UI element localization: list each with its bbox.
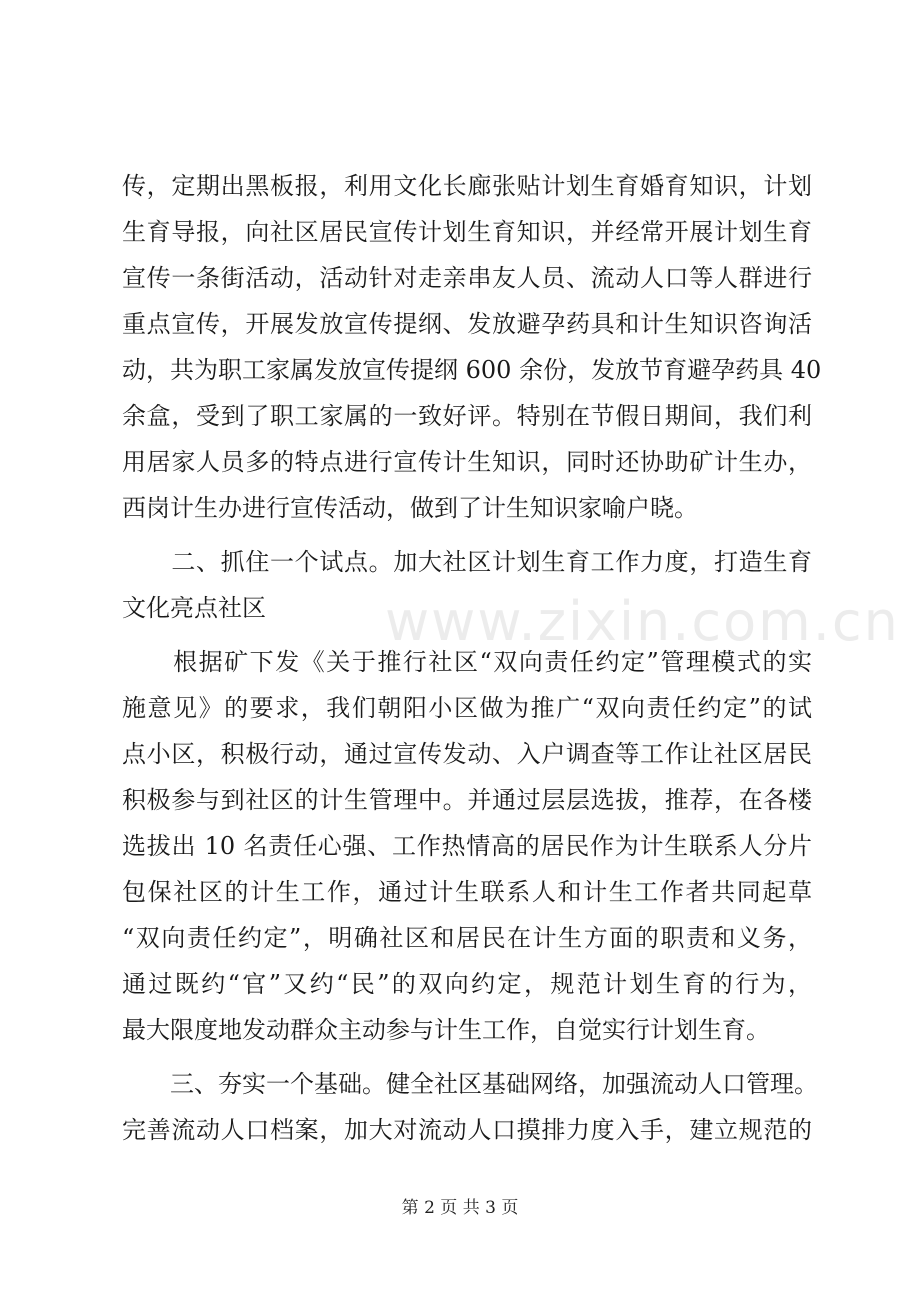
body-line: 通过既约“官”又约“民”的双向约定，规范计划生育的行为，: [122, 970, 812, 998]
body-line: 完善流动人口档案，加大对流动人口摸排力度入手，建立规范的: [122, 1116, 812, 1144]
body-line: “双向责任约定”，明确社区和居民在计生方面的职责和义务，: [122, 924, 812, 952]
body-line: 最大限度地发动群众主动参与计生工作，自觉实行计划生育。: [122, 1016, 770, 1044]
body-line: 余盒，受到了职工家属的一致好评。特别在节假日期间，我们利: [122, 402, 812, 430]
body-line: 宣传一条街活动，活动针对走亲串友人员、流动人口等人群进行: [122, 264, 812, 292]
body-line: 西岗计生办进行宣传活动，做到了计生知识家喻户晓。: [122, 494, 698, 522]
section-heading-line: 三、夯实一个基础。健全社区基础网络，加强流动人口管理。: [122, 1070, 818, 1098]
body-line: 传，定期出黑板报，利用文化长廊张贴计划生育婚育知识，计划: [122, 172, 812, 200]
body-line: 施意见》的要求，我们朝阳小区做为推广“双向责任约定”的试: [122, 694, 812, 722]
body-line: 根据矿下发《关于推行社区“双向责任约定”管理模式的实: [122, 648, 812, 676]
body-line: 积极参与到社区的计生管理中。并通过层层选拔，推荐，在各楼: [122, 786, 812, 814]
section-heading-line: 二、抓住一个试点。加大社区计划生育工作力度，打造生育: [122, 548, 812, 576]
body-line: 点小区，积极行动，通过宣传发动、入户调查等工作让社区居民: [122, 740, 812, 768]
body-line: 选拔出 10 名责任心强、工作热情高的居民作为计生联系人分片: [122, 832, 812, 860]
body-line: 动，共为职工家属发放宣传提纲 600 余份，发放节育避孕药具 40: [122, 356, 822, 384]
section-heading-line: 文化亮点社区: [122, 594, 266, 622]
body-line: 用居家人员多的特点进行宣传计生知识，同时还协助矿计生办，: [122, 448, 812, 476]
watermark: www.zixin.com.cn: [385, 590, 900, 653]
body-line: 重点宣传，开展发放宣传提纲、发放避孕药具和计生知识咨询活: [122, 310, 812, 338]
body-line: 包保社区的计生工作，通过计生联系人和计生工作者共同起草: [122, 878, 812, 906]
body-line: 生育导报，向社区居民宣传计划生育知识，并经常开展计划生育: [122, 218, 812, 246]
page-footer: 第 2 页 共 3 页: [401, 1198, 519, 1218]
